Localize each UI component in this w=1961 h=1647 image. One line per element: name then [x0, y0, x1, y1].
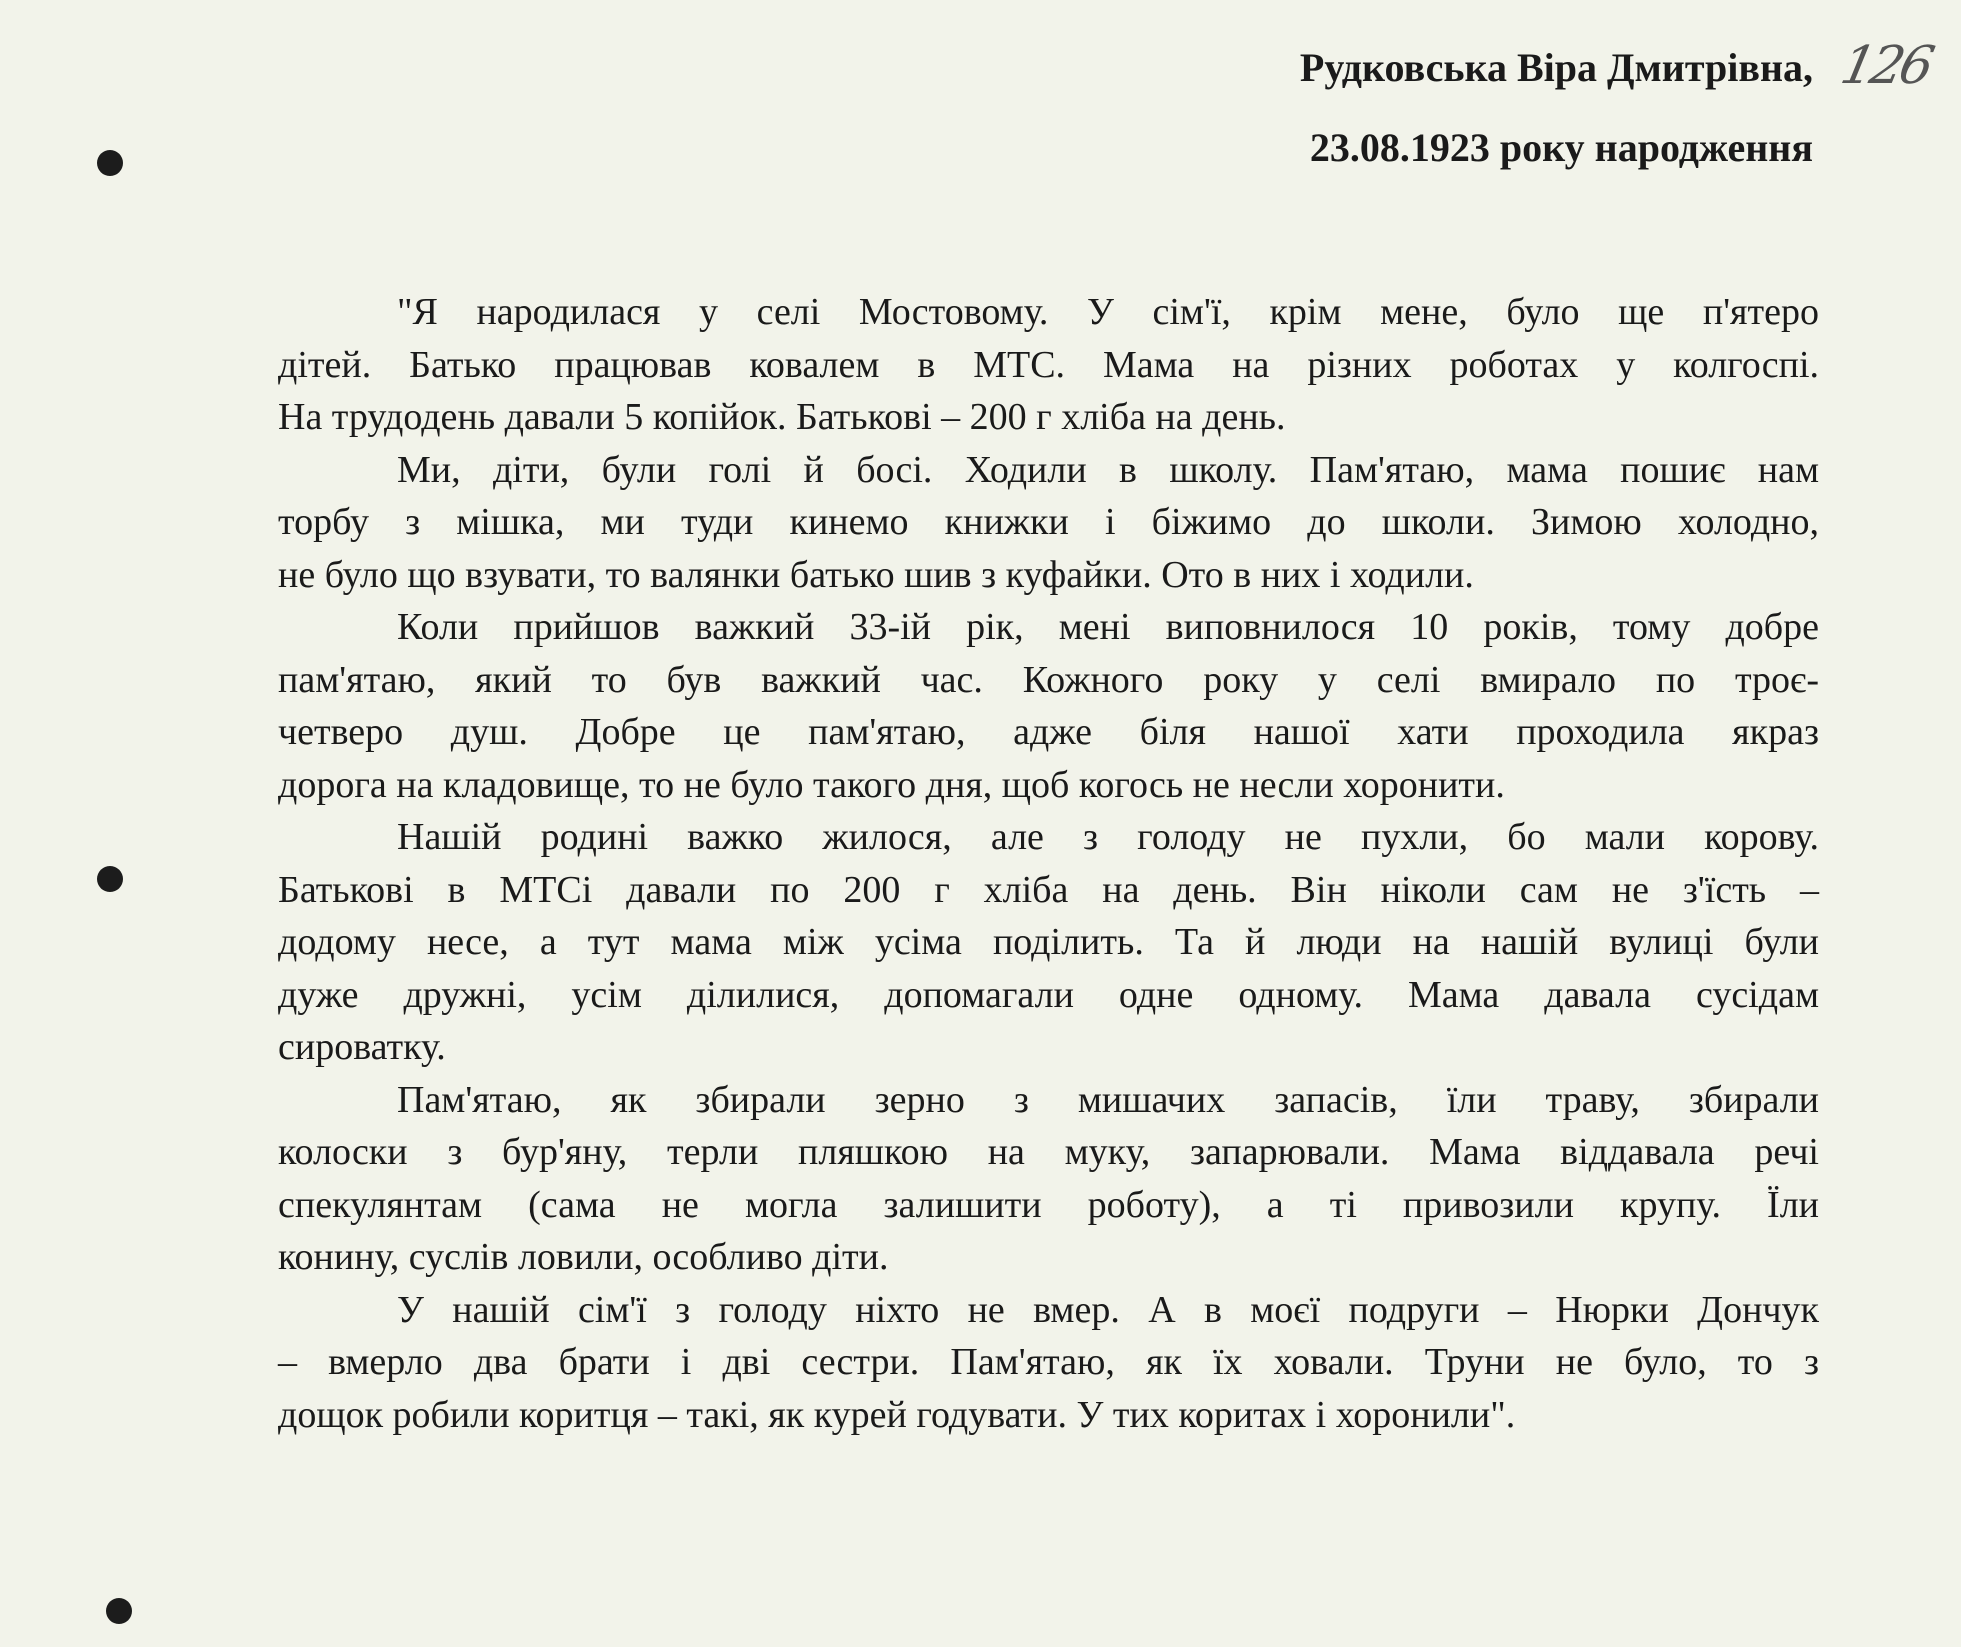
text-line: дітей. Батько працював ковалем в МТС. Мама на різних роботах у колгоспі. — [278, 343, 1819, 386]
text-line: колоски з бур'яну, терли пляшкою на муку, запарювали. Мама віддавала речі — [278, 1131, 1819, 1173]
paragraph — [278, 286, 1819, 444]
text-line: четверо душ. Добре це пам'ятаю, адже біля нашої хати проходила якраз — [278, 711, 1819, 753]
text-line: Ми, діти, були голі й босі. Ходили в школу. Пам'ятаю, мама пошиє нам — [397, 448, 1819, 491]
text-line: торбу з мішка, ми туди кинемо книжки і біжимо до школи. Зимою холодно, — [278, 501, 1819, 543]
paragraph — [278, 811, 1819, 1074]
text-line: У нашій сім'ї з голоду ніхто не вмер. А в моєї подруги – Нюрки Дончук — [397, 1288, 1819, 1331]
text-line: спекулянтам (сама не могла залишити роботу), а ті привозили крупу. Їли — [278, 1183, 1819, 1226]
paragraph — [278, 1284, 1819, 1442]
text-line: пам'ятаю, який то був важкий час. Кожного року у селі вмирало по троє- — [278, 658, 1819, 701]
text-line: Коли прийшов важкий 33-ій рік, мені виповнилося 10 років, тому добре — [397, 606, 1819, 648]
paragraph — [278, 444, 1819, 602]
text-line: дуже дружні, усім ділилися, допомагали одне одному. Мама давала сусідам — [278, 973, 1819, 1016]
text-line: дощок робили коритця – такі, як курей годувати. У тих коритах і хоронили". — [278, 1393, 1516, 1436]
author-name: Рудковська Віра Дмитрівна, — [1299, 45, 1813, 90]
punch-hole — [97, 866, 123, 892]
text-line: На трудодень давали 5 копійок. Батькові – 200 г хліба на день. — [278, 396, 1286, 438]
text-line: конину, суслів ловили, особливо діти. — [278, 1236, 889, 1278]
text-line: "Я народилася у селі Мостовому. У сім'ї, крім мене, було ще п'ятеро — [397, 291, 1819, 333]
text-line: не було що взувати, то валянки батько шив з куфайки. Ото в них і ходили. — [278, 553, 1474, 596]
punch-hole — [97, 150, 123, 176]
text-line: Нашій родині важко жилося, але з голоду не пухли, бо мали корову. — [397, 816, 1819, 858]
text-line: Пам'ятаю, як збирали зерно з мишачих запасів, їли траву, збирали — [397, 1078, 1819, 1121]
birth-date: 23.08.1923 року народження — [1309, 125, 1813, 170]
text-line: сироватку. — [278, 1026, 446, 1068]
text-line: – вмерло два брати і дві сестри. Пам'ятаю, як їх ховали. Труни не було, то з — [278, 1341, 1819, 1383]
testimony-text — [278, 286, 1819, 1441]
text-line: додому несе, а тут мама між усіма поділить. Та й люди на нашій вулиці були — [278, 921, 1819, 963]
paragraph — [278, 1074, 1819, 1284]
handwritten-page-number: 126 — [1835, 36, 1936, 96]
paragraph — [278, 601, 1819, 811]
punch-hole — [106, 1598, 132, 1624]
text-line: Батькові в МТСі давали по 200 г хліба на день. Він ніколи сам не з'їсть – — [278, 868, 1819, 911]
text-line: дорога на кладовище, то не було такого дня, щоб когось не несли хоронити. — [278, 763, 1505, 806]
